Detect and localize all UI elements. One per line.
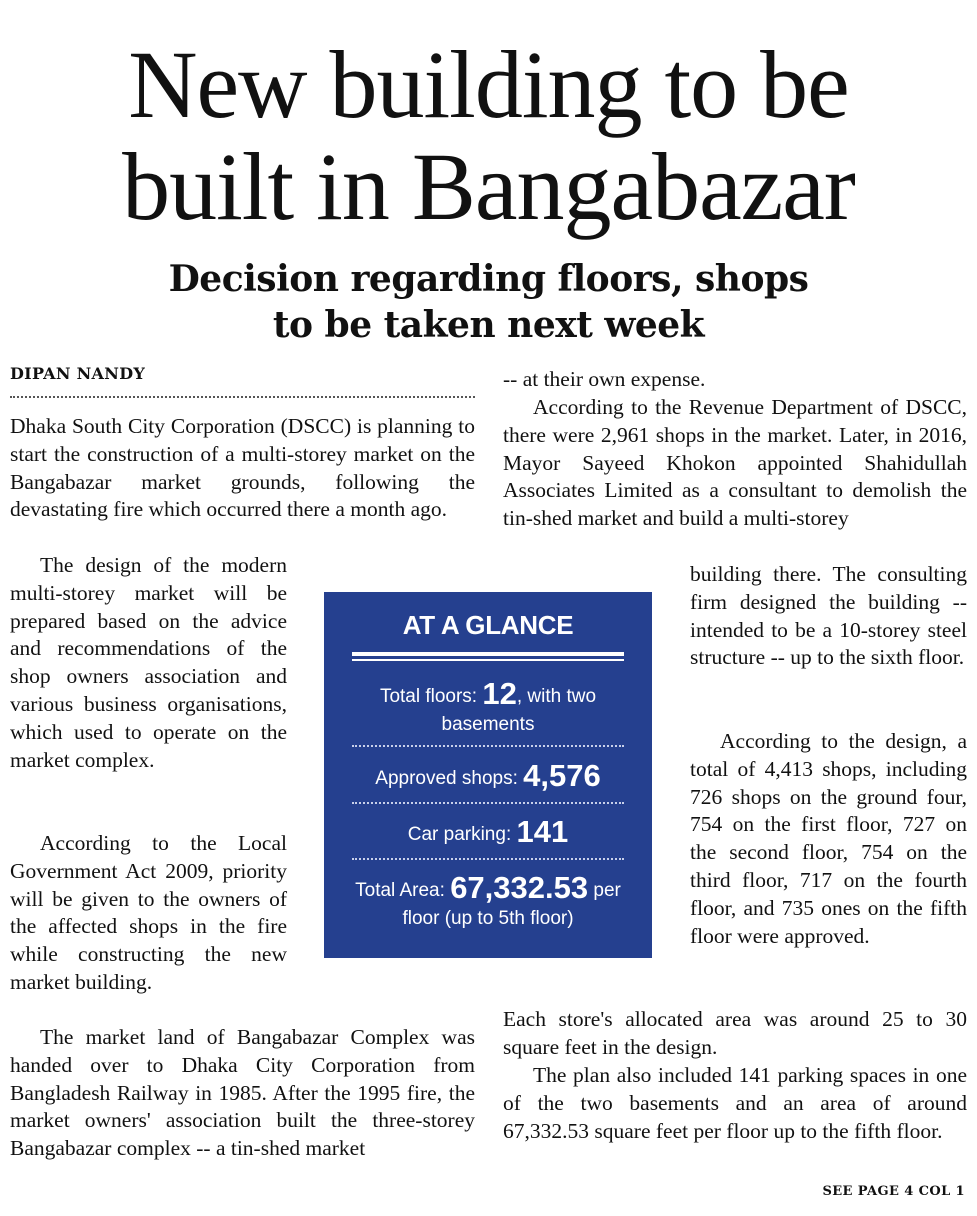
glance-divider	[352, 802, 624, 804]
headline-line-2: built in Bangabazar	[122, 133, 855, 240]
left-paragraph-3: According to the Local Government Act 2009, priority will be given to the owners of the affected shops in the fire while constructing the new market building.	[10, 831, 287, 994]
area-value: 67,332.53	[450, 870, 589, 905]
glance-title-rule-thin	[352, 659, 624, 661]
right-paragraph-2-continued: Each store's allocated area was around 25 to 30 square feet in the design.	[503, 1007, 967, 1059]
parking-value: 141	[516, 814, 569, 849]
right-paragraph-1-continued: building there. The consulting firm designed the building -- intended to be a 10-storey steel structure -- up to the sixth floor.	[690, 562, 967, 670]
continuation-reference: SEE PAGE 4 COL 1	[822, 1184, 965, 1199]
area-label: Total Area:	[355, 880, 445, 901]
floors-label: Total floors:	[379, 686, 478, 707]
left-paragraph-1: Dhaka South City Corporation (DSCC) is planning to start the construction of a multi-storey market on the Bangabazar market grounds, following the devastating fire which occurred there a month ago.	[10, 414, 475, 522]
at-a-glance-box	[324, 592, 652, 958]
glance-car-parking	[324, 814, 652, 849]
byline-divider	[10, 396, 475, 398]
parking-label: Car parking:	[407, 824, 512, 845]
right-paragraph-1: According to the Revenue Department of DSCC, there were 2,961 shops in the market. Later, in 2016, Mayor Sayeed Khokon appointed Shahidullah Associates Limited as a consultant to demolish the tin-shed market and build a multi-storey	[503, 395, 967, 531]
area-suffix-2: floor (up to 5th floor)	[402, 908, 574, 929]
shops-value: 4,576	[523, 758, 601, 793]
subheadline	[0, 256, 977, 348]
subheadline-line-2: to be taken next week	[272, 304, 705, 346]
right-paragraph-2: According to the design, a total of 4,413 shops, including 726 shops on the ground four, 754 on the first floor, 727 on the second floor, 754 on the third floor, 717 on the fourth floor, and 735 ones on the fifth floor were approved.	[690, 729, 967, 948]
glance-total-area	[324, 870, 652, 933]
glance-divider	[352, 858, 624, 860]
glance-approved-shops	[324, 758, 652, 793]
byline: DIPAN NANDY	[10, 364, 146, 383]
glance-total-floors	[324, 676, 652, 739]
right-paragraph-0: -- at their own expense.	[503, 367, 706, 391]
floors-suffix: , with two	[516, 686, 597, 707]
glance-title-rule	[352, 652, 624, 656]
right-paragraph-3: The plan also included 141 parking spaces in one of the two basements and an area of around 67,332.53 square feet per floor up to the fifth floor.	[503, 1063, 967, 1143]
glance-divider	[352, 745, 624, 747]
area-suffix: per	[593, 880, 621, 901]
headline-line-1: New building to be	[128, 31, 849, 138]
headline	[0, 31, 977, 240]
left-paragraph-2: The design of the modern multi-storey market will be prepared based on the advice and recommendations of the shop owners association and various business organisations, which used to operate on the market complex.	[10, 553, 287, 772]
floors-value: 12	[482, 676, 517, 711]
left-paragraph-4: The market land of Bangabazar Complex was handed over to Dhaka City Corporation from Bangladesh Railway in 1985. After the 1995 fire, the market owners' association built the three-storey Bangabazar complex -- a tin-shed market	[10, 1025, 475, 1161]
subheadline-line-1: Decision regarding floors, shops	[168, 258, 809, 300]
floors-suffix-2: basements	[441, 714, 535, 735]
shops-label: Approved shops:	[375, 768, 518, 789]
at-a-glance-title: AT A GLANCE	[402, 610, 574, 640]
